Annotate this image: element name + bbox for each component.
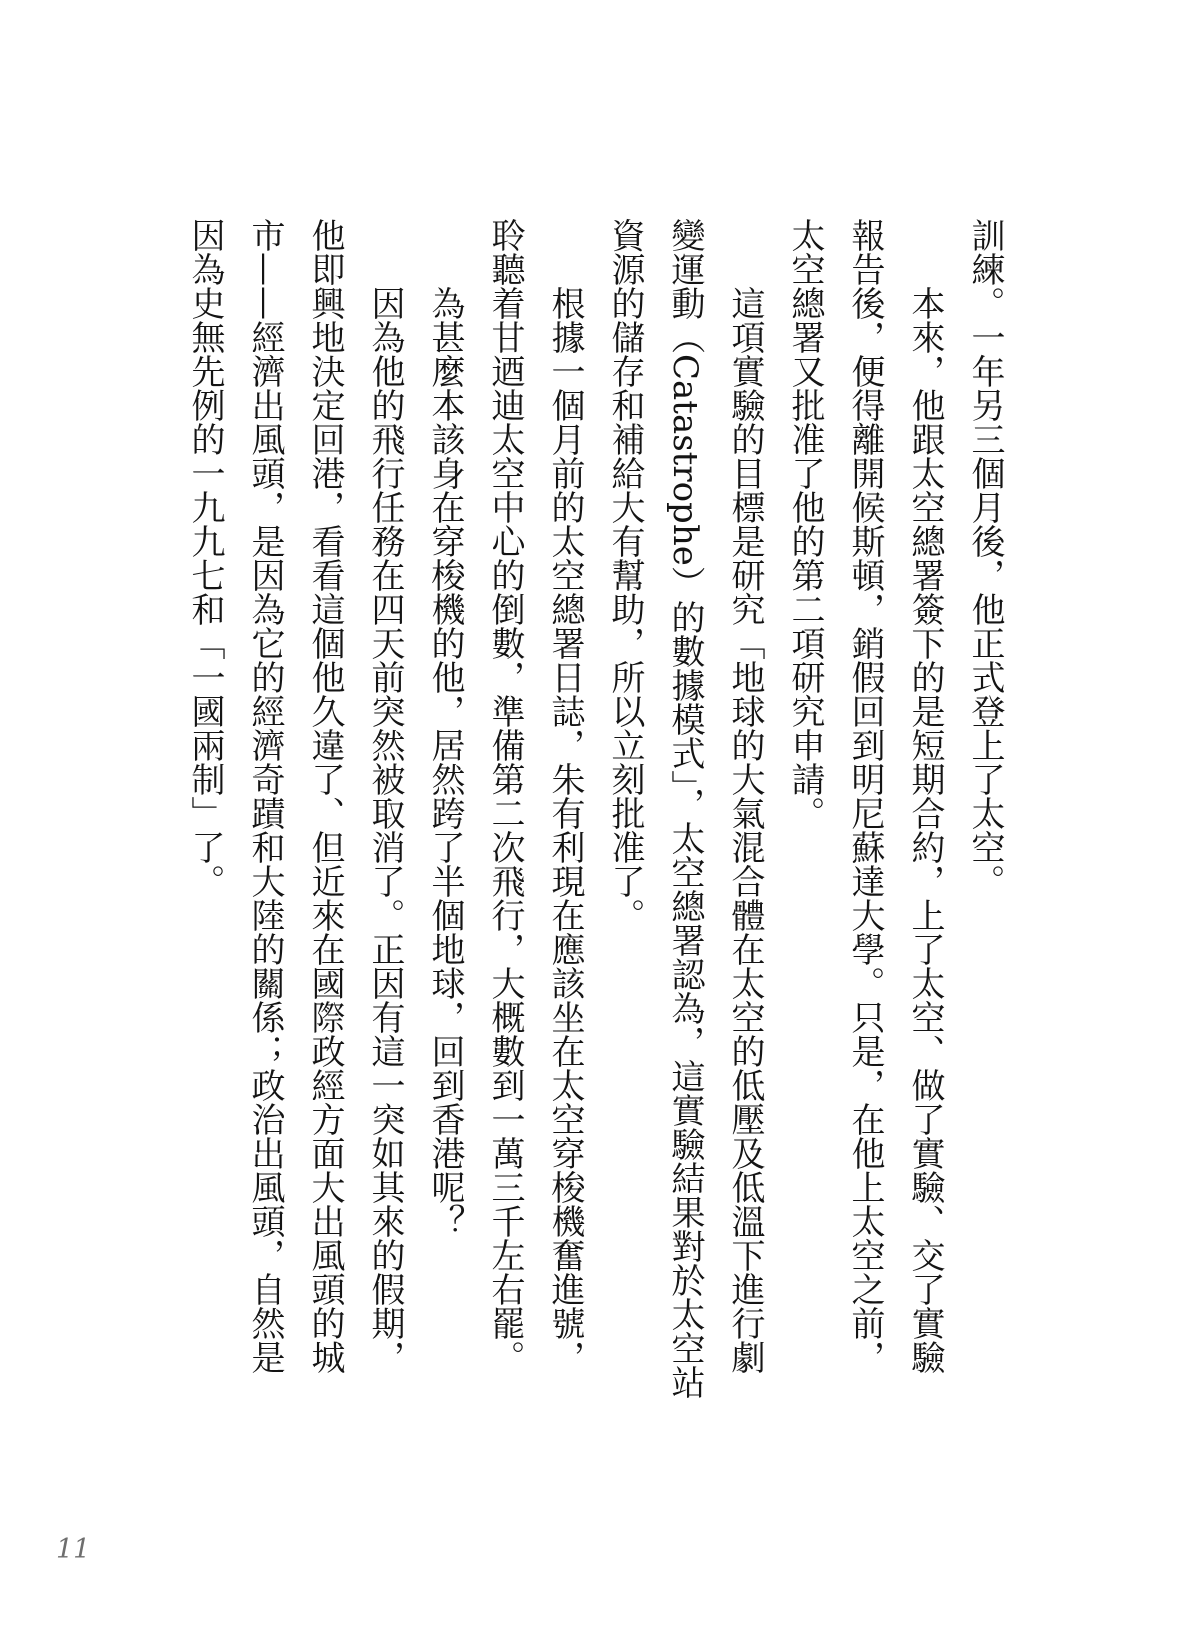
- text-column: 根據一個月前的太空總署日誌，朱有利現在應該坐在太空穿梭機奮進號，: [545, 218, 585, 1374]
- text-column: 因為史無先例的一九九七和「一國兩制」了。: [185, 218, 225, 898]
- vertical-text-block: [175, 218, 1015, 1399]
- text-column: 太空總署又批准了他的第二項研究申請。: [785, 218, 825, 830]
- text-column: 因為他的飛行任務在四天前突然被取消了。正因有這一突如其來的假期，: [365, 218, 405, 1374]
- text-column: 他即興地決定回港，看看這個他久違了、但近來在國際政經方面大出風頭的城: [305, 218, 345, 1374]
- page-number: 11: [56, 1534, 91, 1565]
- text-column: 這項實驗的目標是研究「地球的大氣混合體在太空的低壓及低溫下進行劇: [725, 218, 765, 1374]
- text-column: 報告後，便得離開候斯頓，銷假回到明尼蘇達大學。只是，在他上太空之前，: [845, 218, 885, 1374]
- text-column: 市——經濟出風頭，是因為它的經濟奇蹟和大陸的關係；政治出風頭，自然是: [245, 218, 285, 1374]
- text-column: 變運動（Catastrophe）的數據模式」，太空總署認為，這實驗結果對於太空站: [665, 218, 705, 1399]
- text-column: 訓練。一年另三個月後，他正式登上了太空。: [965, 218, 1005, 898]
- text-column: 本來，他跟太空總署簽下的是短期合約，上了太空、做了實驗、交了實驗: [905, 218, 945, 1374]
- text-column: 為甚麼本該身在穿梭機的他，居然跨了半個地球，回到香港呢？: [425, 218, 465, 1238]
- text-column: 聆聽着甘迺迪太空中心的倒數，準備第二次飛行，大概數到一萬三千左右罷。: [485, 218, 525, 1374]
- text-column: 資源的儲存和補給大有幫助，所以立刻批准了。: [605, 218, 645, 932]
